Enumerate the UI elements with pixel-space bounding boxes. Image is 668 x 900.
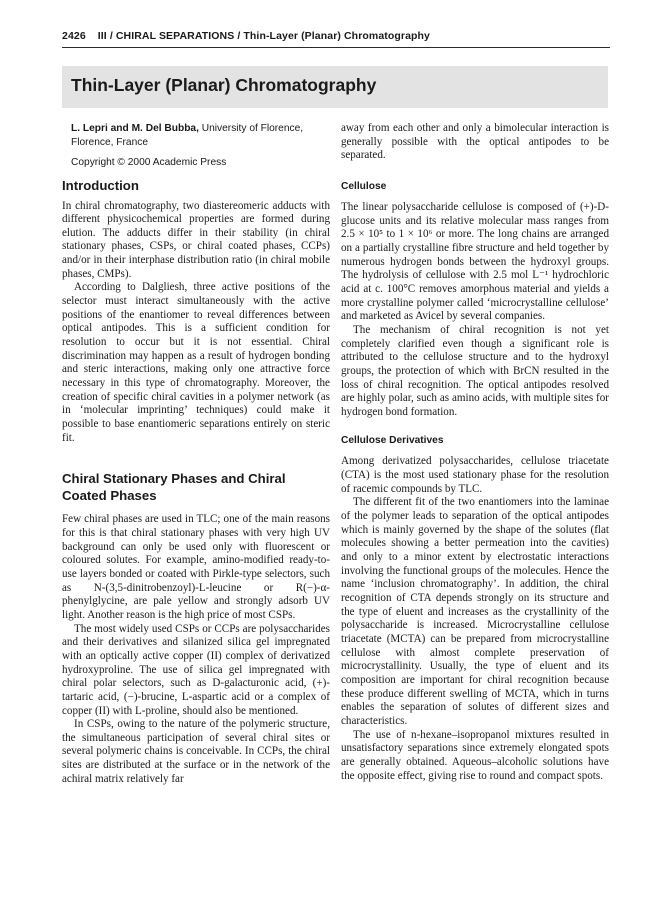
right-column	[341, 122, 609, 783]
intro-paragraph-1: In chiral chromatography, two diastereomeric adducts with different physicochemical properties are formed during elution. The adducts differ in their stability (in chiral stationary phases, CSPs, or chiral coated phases, CCPs) and/or in their interphase distribution ratio (in chiral mobile phases, CMPs).	[62, 199, 330, 280]
section-heading-chiral-phases: Chiral Stationary Phases and Chiral Coated Phases	[62, 471, 286, 503]
affiliation-line-2: Florence, France	[71, 137, 149, 148]
cellulose-paragraph-1: The linear polysaccharide cellulose is composed of (+)-D-glucose units and its relative molecular mass ranges from 2.5 × 10⁵ to 1 × 10⁶ or more. The long chains are arranged on a partially crystalline fibre structure and held together by numerous hydrogen bonds between the hydroxyl groups. The hydrolysis of cellulose with 2.5 mol L⁻¹ hydrochloric acid at c. 100°C removes amorphous material and yields a more crystalline polymer called ‘microcrystalline cellulose’ and marketed as Avicel by several companies.	[341, 200, 609, 323]
running-head	[62, 30, 610, 42]
article-title-banner	[62, 66, 608, 108]
derivatives-paragraph-1: Among derivatized polysaccharides, cellulose triacetate (CTA) is the most used stationary phase for the resolution of racemic compounds by TLC.	[341, 455, 609, 495]
intro-paragraph-2: According to Dalgliesh, three active positions of the selector must interact simultaneously with the active positions of the enantiomer to reveal differences between optical antipodes. This is a sufficient condition for resolution to occur but it is not essential. Chiral discrimination may happen as a result of hydrogen bonding and steric interactions, making only one attractive force necessary in this type of chromatography. Moreover, the creation of specific chiral cavities in a polymer network (as in ‘molecular imprinting’ techniques) could make it possible to base enantiomeric separations entirely on steric fit.	[62, 281, 330, 444]
cellulose-paragraph-2: The mechanism of chiral recognition is not yet completely clarified even though a significant role is attributed to the cellulose structure and to the hydroxyl groups, the protection of which with BrCN resulted in the loss of chiral recognition. The optical antipodes resolved are highly polar, such as amino acids, with multiple sites for hydrogen bond formation.	[341, 323, 609, 418]
phases-paragraph-3-continued: away from each other and only a bimolecular interaction is generally possible with the optical antipodes to be separated.	[341, 122, 609, 162]
authors: L. Lepri and M. Del Bubba,	[71, 123, 199, 134]
page-number: 2426	[62, 30, 86, 42]
phases-paragraph-1: Few chiral phases are used in TLC; one of the main reasons for this is that chiral stationary phases with very high UV background can only be used only with fluorescent or coloured solutes. For example, amino-modified ready-to-use layers bonded or coated with Pirkle-type selectors, such as N-(3,5-dinitrobenzoyl)-L-leucine or R(−)-α-phenylglycine, are pale yellow and strongly adsorb UV light. Another reason is the high price of most CSPs.	[62, 513, 330, 621]
phases-paragraph-3: In CSPs, owing to the nature of the polymeric structure, the simultaneous participation of several chiral sites or several polymeric chains is conceivable. In CCPs, the chiral sites are distributed at the surface or in the network of the achiral matrix relatively far	[62, 718, 330, 785]
affiliation-line-1: University of Florence,	[201, 123, 304, 134]
article-title: Thin-Layer (Planar) Chromatography	[71, 75, 377, 95]
phases-paragraph-2: The most widely used CSPs or CCPs are polysaccharides and their derivatives and silanized silica gel impregnated with an optically active copper (II) complex of derivatized hydroxyproline. The use of silica gel impregnated with chiral polar selectors, such as D-galacturonic acid, (+)-tartaric acid, (−)-brucine, L-aspartic acid or a complex of copper (II) with L-proline, should also be mentioned.	[62, 622, 330, 717]
left-column	[62, 122, 330, 786]
running-head-title: III / CHIRAL SEPARATIONS / Thin-Layer (Planar) Chromatography	[97, 30, 430, 42]
subsection-heading-cellulose: Cellulose	[341, 180, 387, 192]
derivatives-paragraph-3: The use of n-hexane–isopropanol mixtures resulted in unsatisfactory separations since extremely elongated spots are generally obtained. Aqueous–alcoholic solutions have the opposite effect, giving rise to round and compact spots.	[341, 728, 609, 782]
subsection-heading-cellulose-derivatives: Cellulose Derivatives	[341, 435, 444, 447]
copyright-notice: Copyright © 2000 Academic Press	[71, 157, 227, 168]
header-rule	[62, 47, 610, 48]
derivatives-paragraph-2: The different fit of the two enantiomers into the laminae of the polymer leads to separation of the optical antipodes which is mainly governed by the shape of the solutes (flat molecules showing a better permeation into the cavities) and only to a minor extent by electrostatic interactions involving the functional groups of the molecules. Hence the name ‘inclusion chromatography’. In addition, the chiral recognition of CTA depends strongly on its structure and the type of eluent and increases as the crystallinity of the polysaccharide is increased. Microcrystalline cellulose triacetate (MCTA) can be prepared from microcrystalline cellulose with almost complete preservation of microcrystallinity. Usually, the type of eluent and its composition are important for chiral recognition because these produce different swelling of MCTA, which in turns enables the separation of solutes of different sizes and characteristics.	[341, 496, 609, 727]
section-heading-introduction: Introduction	[62, 178, 139, 193]
author-block	[71, 122, 330, 150]
